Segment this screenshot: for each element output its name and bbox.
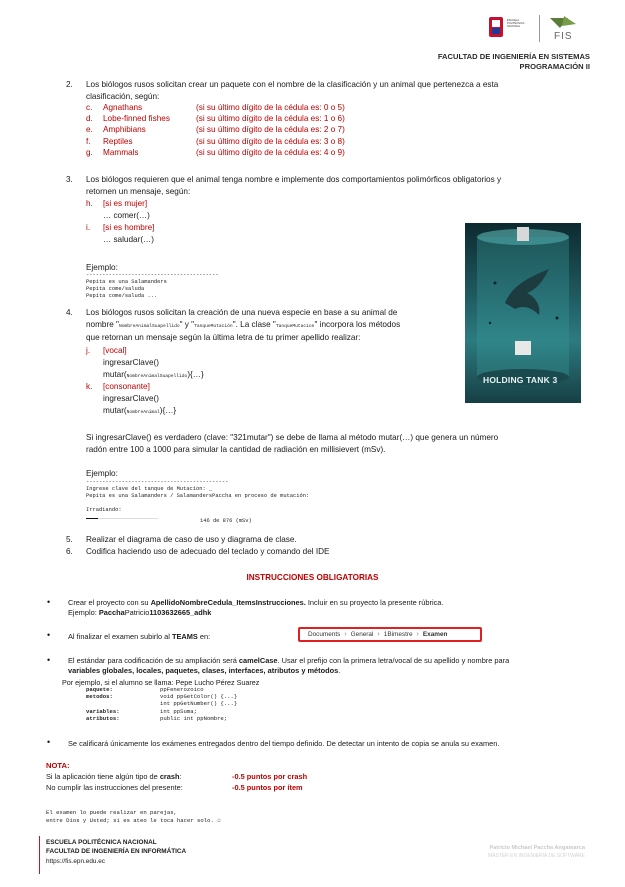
instruction-3-line2	[68, 666, 593, 676]
q4-example-progress: 146 de 876 (mSv)	[200, 518, 252, 524]
fis-logo-text: FIS	[554, 31, 573, 42]
q4-l2-code2: TanqueMutación	[194, 323, 233, 329]
q4-l2-code3: TanqueMutacion	[275, 323, 315, 329]
footer-faculty: FACULTAD DE INGENIERÍA EN INFORMÁTICA	[46, 848, 187, 855]
q4-j-m2-code: NombreAnimalSuapellido	[126, 374, 188, 379]
q2-option-letter: d.	[86, 114, 93, 124]
q4-k-letter: k.	[86, 382, 93, 391]
nota-row1-label	[46, 771, 182, 783]
chevron-right-icon: ›	[416, 631, 419, 638]
instruction-1-ex-bold1: Paccha	[98, 608, 125, 617]
code-row-value: public int ppNombre;	[160, 714, 228, 722]
instruction-3-line2-bold: variables globales, locales, paquetes, clases, interfaces, atributos y métodos	[68, 666, 339, 675]
q2-option-name: Mammals	[103, 147, 139, 157]
instruction-3-b: . Usar el prefijo con la primera letra/vocal de su apellido y nombre para	[277, 656, 510, 665]
nota-r1-a: Si la aplicación tiene algún tipo de	[46, 772, 160, 781]
instruction-1-a: Crear el proyecto con su	[68, 598, 151, 607]
q2-option-rule: (si su último dígito de la cédula es: 0 o 5)	[196, 103, 345, 112]
q4-paragraph	[86, 432, 586, 455]
code-row-value: int ppSuma;	[160, 707, 197, 715]
q2-text-line2: clasificación, según:	[86, 91, 160, 101]
code-row-key: paquete:	[86, 686, 113, 693]
q4-k-method1: ingresarClave()	[103, 394, 159, 403]
holding-tank-image	[465, 223, 581, 403]
q2-option-name: Lobe-finned fishes	[103, 114, 170, 124]
instruction-3-line1	[68, 656, 593, 666]
q2-text	[86, 79, 586, 102]
instruction-3-bold: camelCase	[238, 656, 278, 665]
q3-i-letter: i.	[86, 223, 91, 232]
code-row-value: int ppGetNumber() {...}	[160, 700, 238, 708]
instruction-3-a: El estándar para codificación de su ampliación será	[68, 656, 239, 665]
nota-r1-b: :	[179, 772, 182, 781]
chevron-right-icon: ›	[377, 631, 380, 638]
epn-logo	[488, 16, 528, 40]
q3-h-letter: h.	[86, 199, 93, 208]
q3-example-line1: Pepita es una Salamanders	[86, 279, 167, 285]
footer-watermark-name: Patricio Michael Paccha Angamarca	[489, 845, 585, 851]
q2-option-name: Reptiles	[103, 136, 133, 146]
q4-j-method1: ingresarClave()	[103, 358, 159, 367]
q4-k-method2	[103, 405, 176, 418]
bullet-2-icon: •	[47, 630, 51, 640]
q4-j-m2-a: mutar(	[103, 370, 127, 379]
q6-text: Codifica haciendo uso de adecuado del teclado y comando del IDE	[86, 547, 330, 556]
q4-example-line2: Pepita es una Salamanders / SalamandersPaccha en proceso de mutación:	[86, 493, 310, 499]
q3-i-method: … saludar(…)	[103, 235, 154, 244]
q3-text-line1: Los biólogos requieren que el animal tenga nombre e implemente dos comportamientos polimórficos obligatorios y	[86, 175, 502, 184]
q4-l2-part-b: " y "	[179, 319, 195, 329]
logo-divider	[539, 15, 540, 42]
q2-option-letter: f.	[86, 136, 91, 146]
q3-h-method: … comer(…)	[103, 211, 150, 220]
instruction-2-a: Al finalizar el examen subirlo al	[68, 632, 172, 641]
q6-number: 6.	[66, 547, 73, 556]
code-row-value: void ppGetColor() {...}	[160, 693, 238, 701]
q4-para-line2: radón entre 100 a 1000 para simular la cantidad de radiación en millisievert (mSv).	[86, 444, 386, 454]
instruction-2-b: en:	[197, 632, 211, 641]
instruction-2-bold: TEAMS	[171, 632, 198, 641]
nota-row1-value: -0.5 puntos por crash	[232, 772, 308, 781]
bullet-1-icon: •	[47, 597, 51, 607]
instruction-1-bold: ApellidoNombreCedula_ItemsInstrucciones.	[150, 598, 306, 607]
closing-line2: entre Dios y Usted; si es ateo le toca hacer solo. ☺	[46, 817, 221, 824]
q4-text-line1: Los biólogos rusos solicitan la creación de una nueva especie en base a su animal de	[86, 308, 398, 317]
instruction-1-line1	[68, 598, 588, 608]
epn-logo-text: ESCUELA POLITÉCNICA NACIONAL	[507, 19, 525, 29]
q4-example-line1: Ingrese clave del tanque de Mutacion: _	[86, 486, 213, 492]
instruction-1-ex-a: Ejemplo:	[68, 608, 99, 617]
chevron-right-icon: ›	[344, 631, 347, 638]
course-title: PROGRAMACIÓN II	[519, 62, 590, 71]
q3-example-line2: Pepita come/saluda	[86, 286, 145, 292]
nota-row2-value: -0.5 puntos por ítem	[232, 783, 303, 792]
code-row-value: ppFenerozoico	[160, 686, 204, 693]
nota-title: NOTA:	[46, 761, 70, 770]
q4-l2-part-a: nombre "	[86, 319, 119, 329]
q2-option-rule: (si su último dígito de la cédula es: 3 o 8)	[196, 136, 345, 146]
q4-example-line3: Irradiando:	[86, 507, 122, 513]
instruction-1-example	[68, 608, 588, 618]
q4-k-m2-a: mutar(	[103, 406, 127, 415]
q4-j-letter: j.	[86, 346, 91, 355]
q4-k-label: [consonante]	[103, 382, 150, 391]
q4-l2-part-d: " incorpora los métodos	[314, 319, 401, 329]
q2-option-rule: (si su último dígito de la cédula es: 1 o 6)	[196, 114, 345, 124]
crumb-examen[interactable]: Examen	[422, 631, 448, 638]
bullet-4-icon: •	[47, 737, 51, 747]
q2-number: 2.	[66, 80, 73, 89]
q4-text-line2	[86, 319, 458, 333]
q3-example-rule: -----------------------------------------	[86, 272, 219, 278]
code-row-key: atributos:	[86, 714, 120, 722]
q4-j-m2-b: ){…}	[187, 370, 204, 379]
instruction-1-ex-bold2: 1103632665_adhk	[149, 608, 212, 617]
q4-para-line1: Si ingresarClave() es verdadero (clave: "321mutar") se debe de llama al método mutar(…) que genera un número	[86, 433, 499, 442]
q3-example-line3: Pepita come/saluda ...	[86, 293, 158, 299]
bullet-3-icon: •	[47, 655, 51, 665]
instruction-3-example: Por ejemplo, si el alumno se llama: Pepe Lucho Pérez Suarez	[62, 678, 260, 687]
q3-h-label: [si es mujer]	[103, 199, 148, 208]
instruction-1	[68, 598, 588, 618]
q2-option-name: Agnathans	[103, 103, 143, 112]
q4-text-line3: que retornan un mensaje según la última letra de tu primer apellido realizar:	[86, 333, 361, 342]
q2-option-rule: (si su último dígito de la cédula es: 2 o 7)	[196, 125, 345, 135]
footer-url[interactable]: https://fis.epn.edu.ec	[46, 858, 105, 865]
q4-j-label: [vocal]	[103, 346, 127, 355]
q2-option-letter: c.	[86, 103, 93, 112]
radiation-progress-track	[86, 518, 158, 519]
q2-text-line1: Los biólogos rusos solicitan crear un paquete con el nombre de la clasificación y un animal que pertenezca a esta	[86, 80, 499, 89]
q2-option-letter: e.	[86, 125, 93, 135]
instruction-4: Se calificará únicamente los exámenes entregados dentro del tiempo definido. De detectar un intento de copia se anula su examen.	[68, 739, 500, 748]
q2-option-name: Amphibians	[103, 125, 146, 135]
q4-l2-part-c: ". La clase "	[232, 319, 276, 329]
q3-number: 3.	[66, 175, 73, 184]
nota-r1-bold: crash	[159, 772, 180, 781]
instructions-title: INSTRUCCIONES OBLIGATORIAS	[246, 573, 379, 582]
teams-breadcrumb	[298, 627, 482, 642]
crumb-general[interactable]: General	[350, 631, 374, 638]
code-row-key: variables:	[86, 707, 120, 715]
nota-row2-label: No cumplir las instrucciones del presente:	[46, 783, 183, 792]
faculty-title: FACULTAD DE INGENIERÍA EN SISTEMAS	[437, 52, 590, 61]
q5-number: 5.	[66, 535, 73, 544]
q2-option-letter: g.	[86, 147, 93, 157]
q4-number: 4.	[66, 308, 73, 317]
closing-line1: El examen lo puede realizar en parejas,	[46, 809, 177, 816]
instruction-3	[68, 656, 593, 676]
footer-divider	[39, 836, 40, 874]
q4-k-m2-b: ){…}	[159, 406, 177, 415]
instruction-2	[68, 631, 210, 643]
instruction-1-ex-mid: Patricio	[124, 608, 150, 617]
code-row-key: metodos:	[86, 693, 113, 701]
tank-caption: HOLDING TANK 3	[483, 375, 558, 385]
radiation-progress-fill	[86, 518, 98, 519]
q4-example-rule: --------------------------------------------	[86, 479, 229, 485]
q3-example-title: Ejemplo:	[86, 263, 118, 272]
q3-text	[86, 174, 586, 197]
q3-i-label: [si es hombre]	[103, 223, 155, 232]
crumb-1bimestre[interactable]: 1Bimestre	[383, 631, 413, 638]
footer-watermark-title: MÁSTER EN INGENIERÍA DE SOFTWARE	[487, 853, 585, 859]
q2-option-rule: (si su último dígito de la cédula es: 4 o 9)	[196, 147, 345, 157]
instruction-1-b: Incluir en su proyecto la presente rúbrica.	[305, 598, 444, 607]
q5-text: Realizar el diagrama de caso de uso y diagrama de clase.	[86, 535, 297, 544]
q4-text	[86, 307, 458, 344]
fis-logo	[546, 14, 580, 44]
q4-l2-code1: NombreAnimalSuapellido	[118, 323, 180, 329]
crumb-documents[interactable]: Documents	[308, 631, 341, 638]
instruction-3-line2-end: .	[338, 666, 341, 675]
q3-text-line2: retornen un mensaje, según:	[86, 186, 191, 196]
q4-k-m2-code: NombreAnimal	[126, 410, 160, 415]
q4-example-title: Ejemplo:	[86, 469, 118, 478]
footer-school: ESCUELA POLITÉCNICA NACIONAL	[46, 839, 157, 846]
